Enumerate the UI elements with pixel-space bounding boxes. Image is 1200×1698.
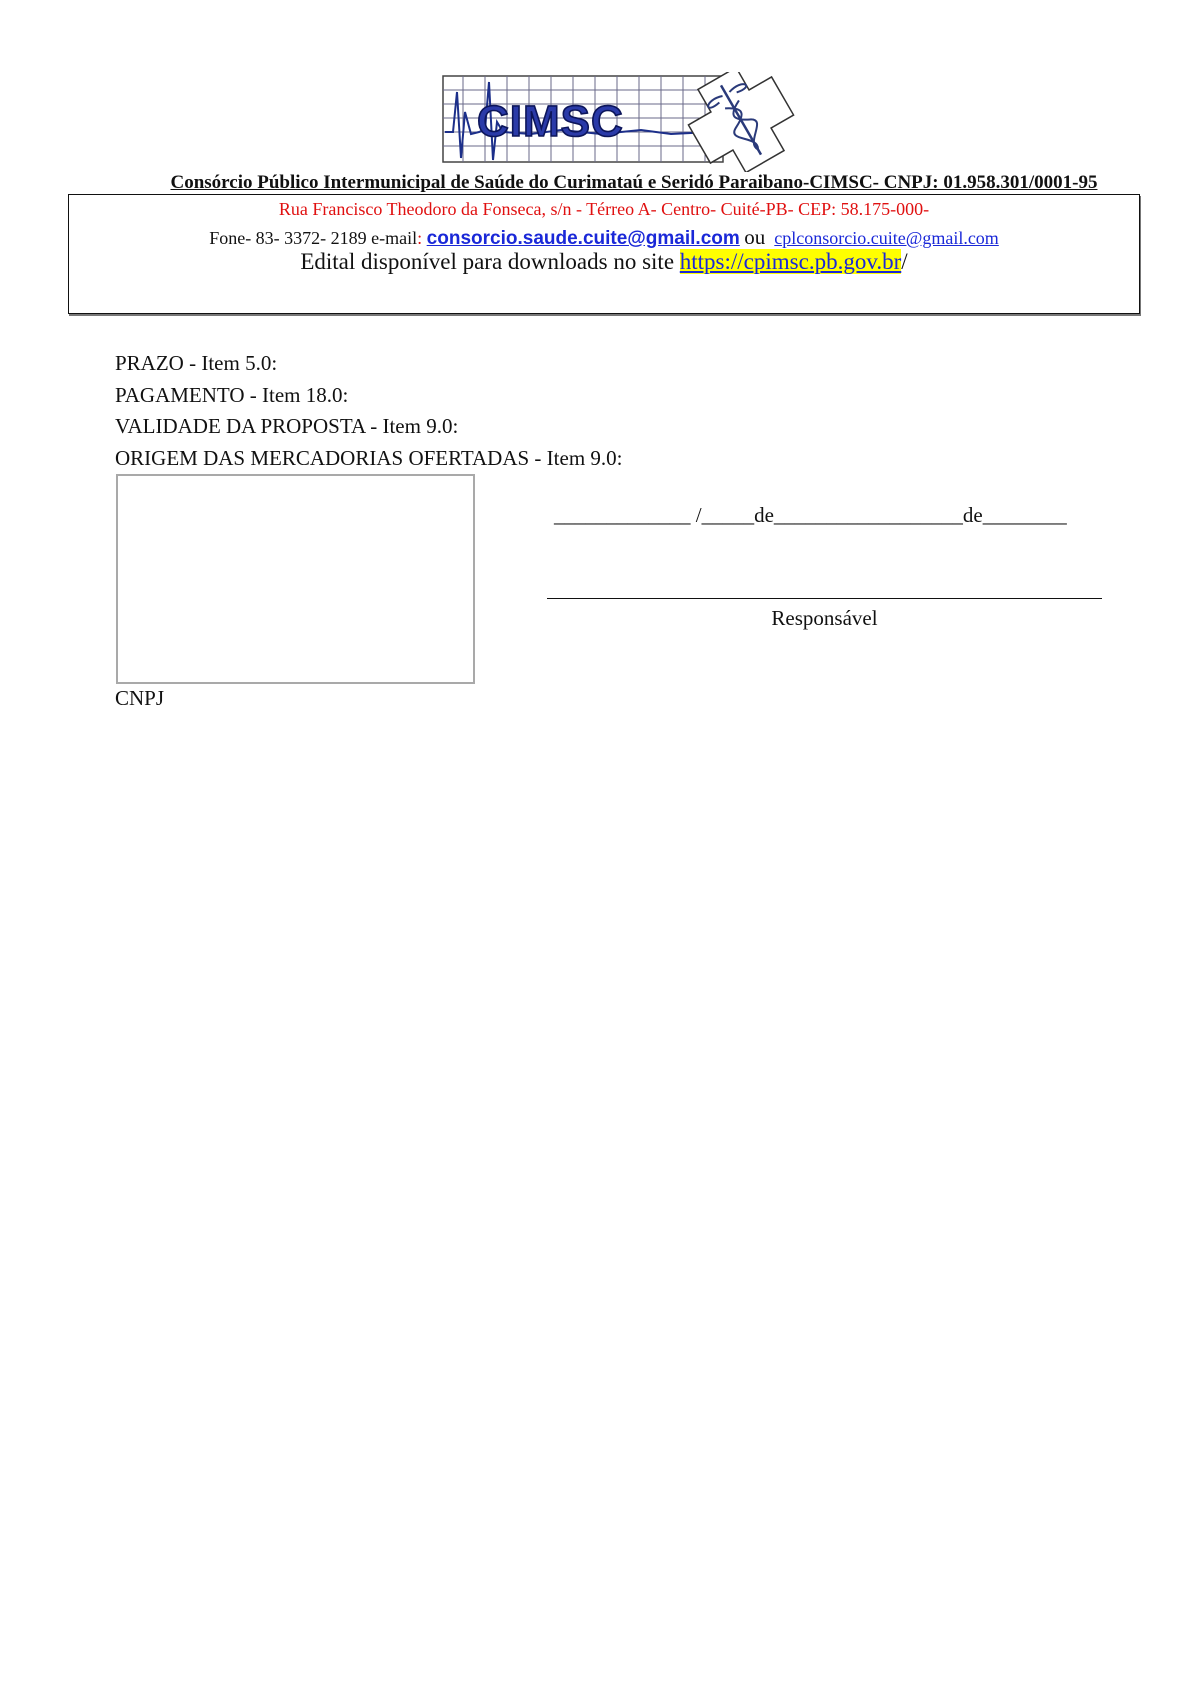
date-line: _____________ /_____de__________________de________ bbox=[554, 503, 1067, 527]
responsavel-label: Responsável bbox=[771, 606, 878, 630]
header-title-text: Consórcio Público Intermunicipal de Saúde do Curimataú e Seridó Paraibano-CIMSC- CNPJ: 01.958.301/0001-95 bbox=[170, 172, 1098, 193]
primary-email-link[interactable]: consorcio.saude.cuite@gmail.com bbox=[426, 228, 740, 249]
cnpj-stamp-box bbox=[116, 474, 475, 684]
caduceus-cross bbox=[675, 72, 806, 172]
contact-line bbox=[69, 225, 1139, 250]
logo-text: CIMSC bbox=[477, 97, 624, 146]
email-separator: ou bbox=[744, 225, 766, 249]
site-suffix: / bbox=[901, 249, 908, 274]
site-link[interactable]: https://cpimsc.pb.gov.br bbox=[679, 249, 902, 274]
secondary-email-link[interactable]: cplconsorcio.cuite@gmail.com bbox=[774, 228, 999, 248]
edital-line bbox=[69, 249, 1139, 275]
cnpj-label: CNPJ bbox=[115, 686, 165, 710]
contact-info-box bbox=[68, 194, 1140, 314]
header-title bbox=[0, 172, 1200, 194]
address-line: Rua Francisco Theodoro da Fonseca, s/n - Térreo A- Centro- Cuité-PB- CEP: 58.175-000- bbox=[278, 199, 930, 219]
field-origem: ORIGEM DAS MERCADORIAS OFERTADAS - Item 9.0: bbox=[115, 445, 623, 470]
phone-text: Fone- 83- 3372- 2189 e-mail bbox=[209, 228, 418, 248]
email-colon: : bbox=[417, 228, 423, 248]
field-validade: VALIDADE DA PROPOSTA - Item 9.0: bbox=[115, 414, 459, 438]
proposal-fields bbox=[115, 348, 623, 474]
signature-line bbox=[547, 598, 1102, 599]
field-pagamento: PAGAMENTO - Item 18.0: bbox=[115, 382, 349, 407]
edital-text: Edital disponível para downloads no site bbox=[300, 249, 675, 274]
cimsc-logo bbox=[441, 72, 821, 172]
field-prazo: PRAZO - Item 5.0: bbox=[115, 351, 278, 375]
